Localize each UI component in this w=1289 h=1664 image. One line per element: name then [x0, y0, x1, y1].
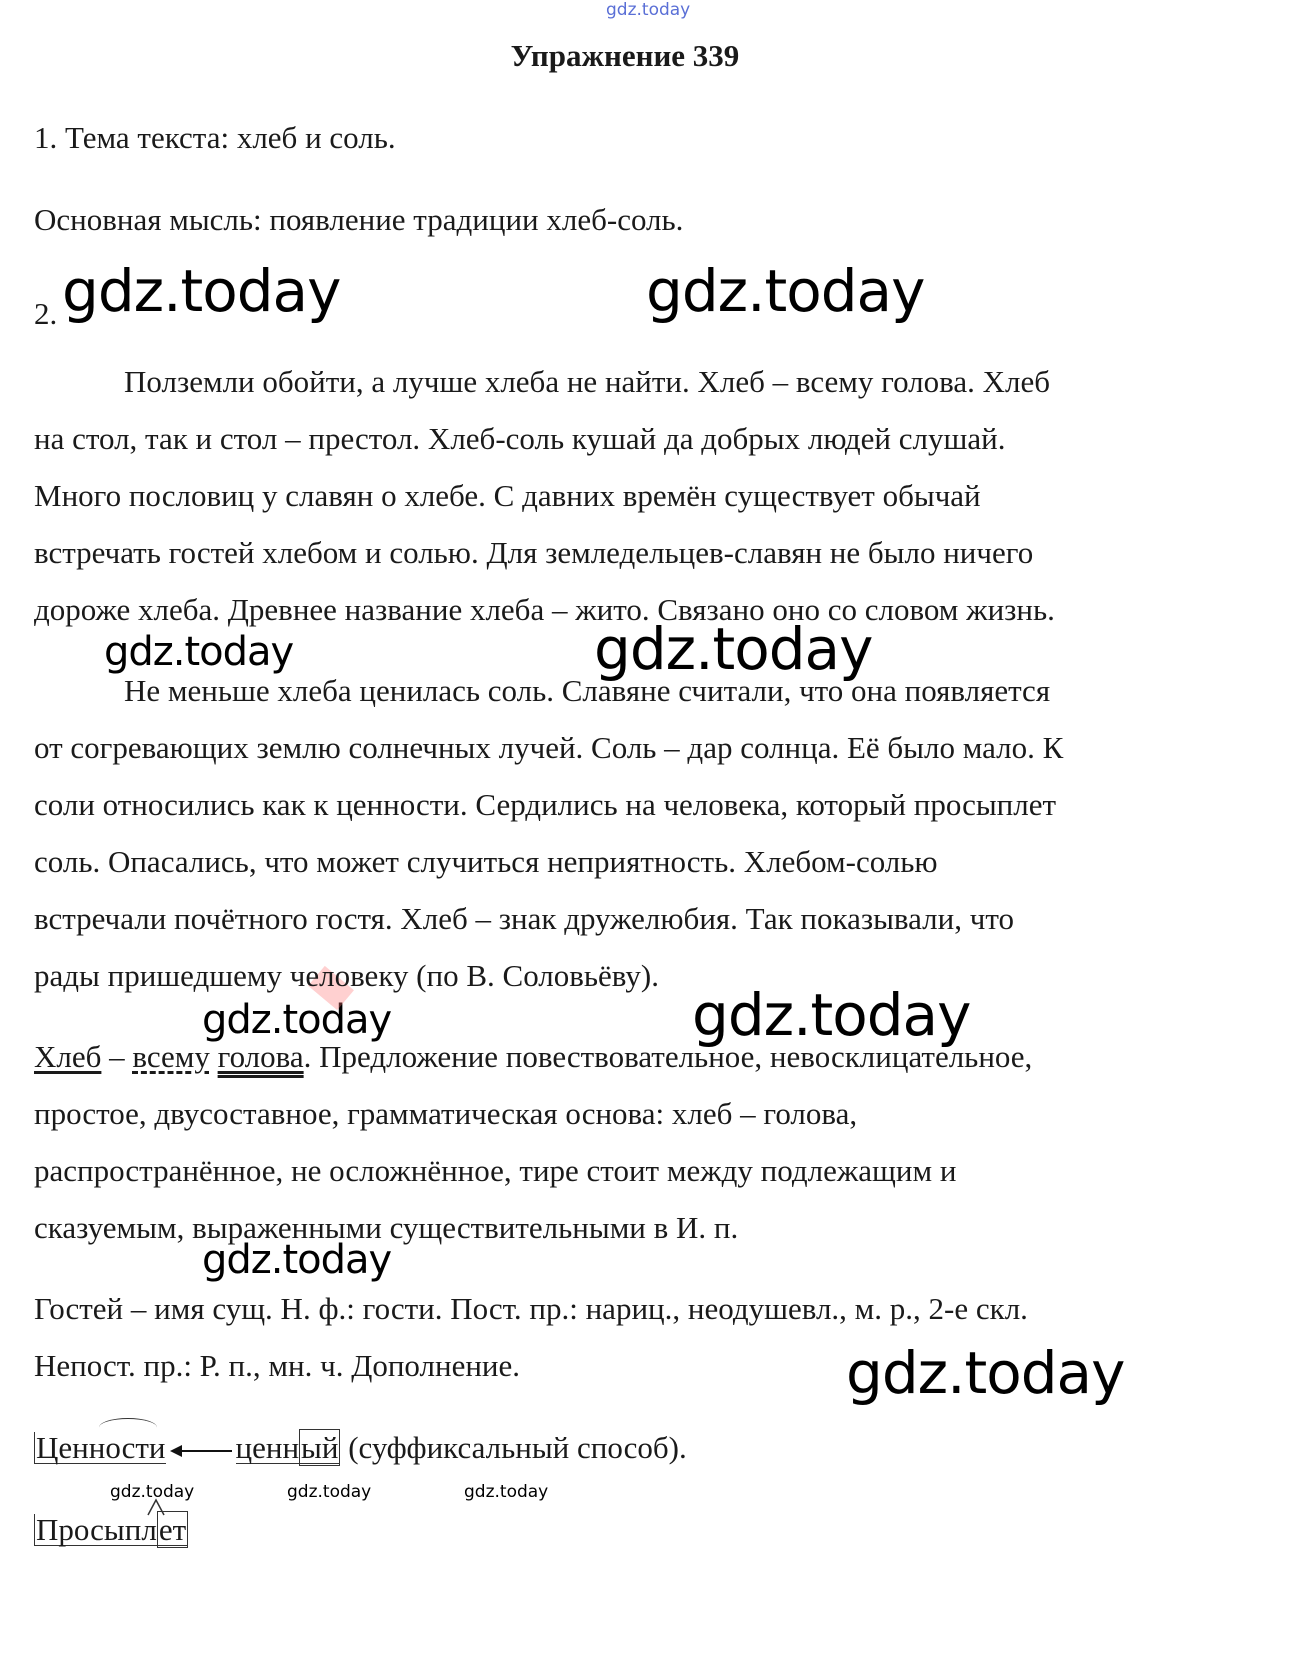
- word-formation-line: [34, 1514, 188, 1546]
- ending-box: ет: [158, 1512, 187, 1547]
- watermark: gdz.today: [287, 1482, 372, 1502]
- paragraph2-line: соль. Опасались, что может случиться неприятность. Хлебом-солью: [34, 844, 938, 879]
- watermark-top: gdz.today: [606, 0, 691, 20]
- paragraph2-line: Не меньше хлеба ценилась соль. Славяне считали, что она появляется: [124, 673, 1051, 708]
- object-word: всему: [132, 1039, 210, 1074]
- watermark: gdz.today: [846, 1339, 1125, 1407]
- arrow-left-icon: [170, 1441, 232, 1461]
- predicate-word: голова: [217, 1039, 304, 1074]
- word-tsennyi: ценный: [235, 1430, 339, 1465]
- ending-box: ый: [301, 1430, 339, 1465]
- subject-word: Хлеб: [34, 1039, 102, 1074]
- paragraph2-line: от согревающих землю солнечных лучей. Соль – дар солнца. Её было мало. К: [34, 730, 1064, 765]
- suffix-caret-icon: [147, 1498, 165, 1516]
- paragraph1-line: на стол, так и стол – престол. Хлеб-соль кушай да добрых людей слушай.: [34, 421, 1006, 456]
- morph-line: Гостей – имя сущ. Н. ф.: гости. Пост. пр.: нариц., неодушевл., м. р., 2-е скл.: [34, 1291, 1028, 1326]
- paragraph2-line: соли относились как к ценности. Сердились на человека, который просыплет: [34, 787, 1057, 822]
- analysis-line: сказуемым, выраженными существительными в И. п.: [34, 1210, 739, 1245]
- paragraph1-line: Полземли обойти, а лучше хлеба не найти. Хлеб – всему голова. Хлеб: [124, 364, 1051, 399]
- suffix-mark: [99, 1418, 157, 1437]
- analysis-line: распространённое, не осложнённое, тире стоит между подлежащим и: [34, 1153, 957, 1188]
- paragraph1-line: встречать гостей хлебом и солью. Для земледельцев-славян не было ничего: [34, 535, 1034, 570]
- watermark: gdz.today: [594, 615, 873, 683]
- text-theme: 1. Тема текста: хлеб и соль.: [34, 120, 396, 155]
- word-formation-line: [34, 1432, 687, 1464]
- watermark: gdz.today: [464, 1482, 549, 1502]
- watermark: gdz.today: [202, 997, 392, 1043]
- analysis-line: простое, двусоставное, грамматическая основа: хлеб – голова,: [34, 1096, 858, 1131]
- watermark: gdz.today: [202, 1237, 392, 1283]
- paragraph1-line: дороже хлеба. Древнее название хлеба – жито. Связано оно со словом жизнь.: [34, 592, 1055, 627]
- watermark: gdz.today: [104, 629, 294, 675]
- paragraph2-line: встречали почётного гостя. Хлеб – знак дружелюбия. Так показывали, что: [34, 901, 1014, 936]
- watermark: gdz.today: [62, 257, 341, 325]
- paragraph1-line: Много пословиц у славян о хлебе. С давних времён существует обычай: [34, 478, 981, 513]
- morph-line: Непост. пр.: Р. п., мн. ч. Дополнение.: [34, 1348, 521, 1383]
- formation-method: (суффиксальный способ).: [340, 1430, 687, 1465]
- paragraph2-line: рады пришедшему человеку (по В. Соловьёву).: [34, 958, 659, 993]
- watermark: gdz.today: [646, 257, 925, 325]
- watermark: gdz.today: [110, 1482, 195, 1502]
- analysis-line: Хлеб – всему голова. Предложение повествовательное, невосклицательное,: [34, 1039, 1033, 1074]
- watermark: gdz.today: [692, 981, 971, 1049]
- text-main-idea: Основная мысль: появление традиции хлеб-соль.: [34, 202, 684, 237]
- word-tsennosti: Ценности: [34, 1432, 166, 1464]
- word-prosyplet: Просыпл ет: [34, 1514, 188, 1546]
- page-title: Упражнение 339: [510, 38, 740, 73]
- item-number: 2.: [34, 296, 58, 331]
